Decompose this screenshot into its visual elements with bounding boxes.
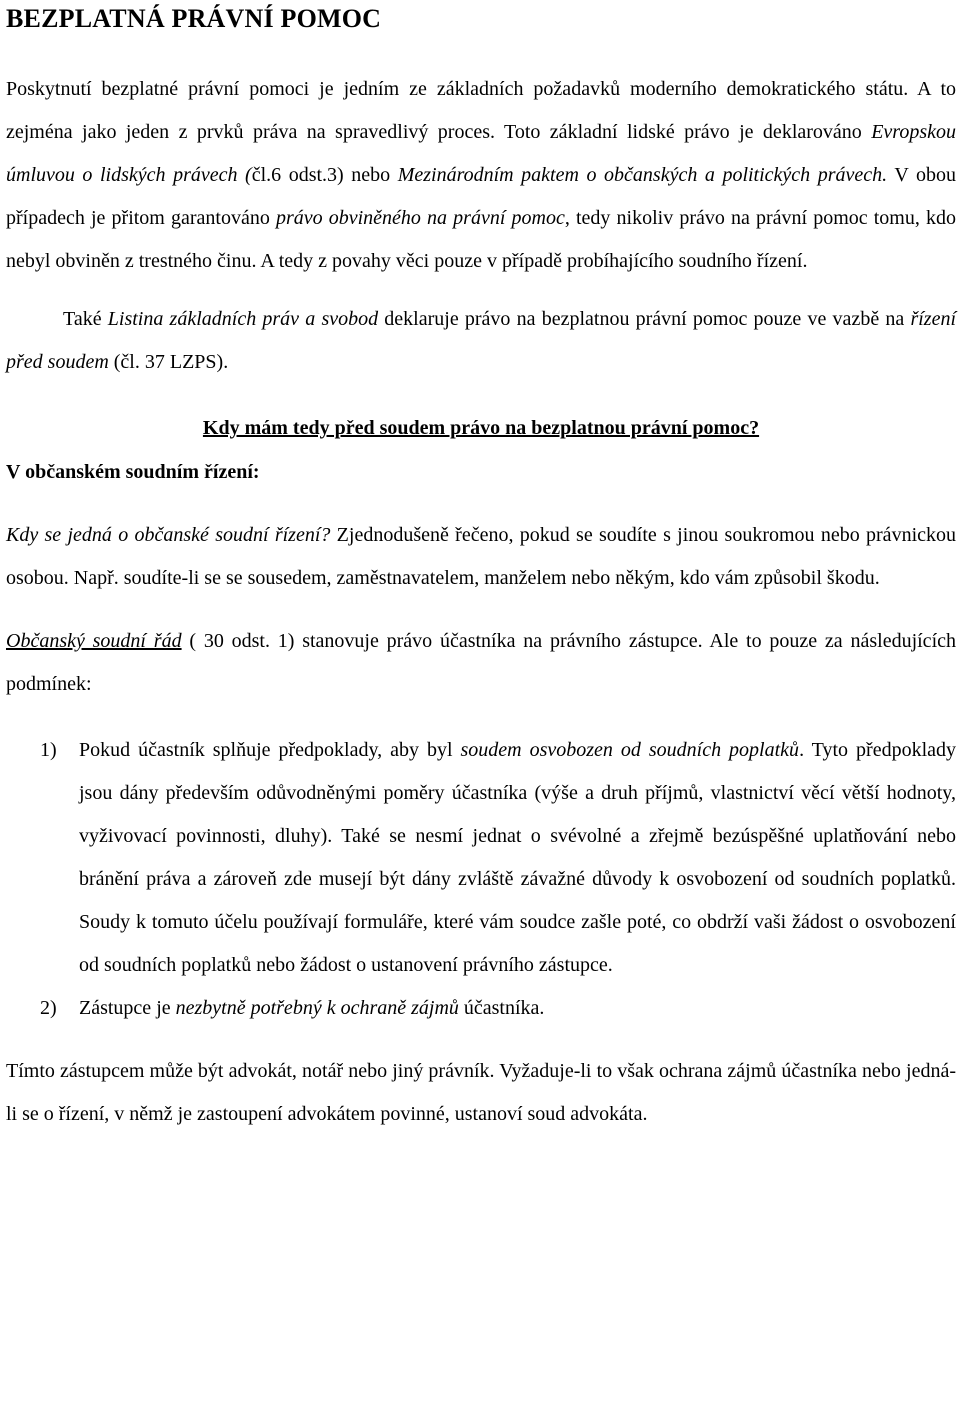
text-run: . Tyto předpoklady jsou dány především odůvodněnými poměry účastníka (výše a druh příjmů, vlastnictví věcí větší hodnoty, vyživovací povinnosti, dluhy). Také se nesmí jednat o svévolné a zřejmě bezúspěšné uplatňování nebo bránění práva a zároveň zde musejí být dány zvláště závažné důvody k osvobození od soudních poplatků. Soudy k tomuto účelu používají formuláře, které vám soudce zašle poté, co obdrží vaši žádost o osvobození od soudních poplatků nebo žádost o ustanovení právního zástupce. <box>79 739 956 976</box>
list-item <box>6 987 956 1030</box>
list-number: 2) <box>40 997 57 1019</box>
text-run: Zástupce je <box>79 997 176 1019</box>
text-run: (čl. 37 LZPS). <box>108 351 229 373</box>
italic-run: nezbytně potřebný k ochraně zájmů <box>175 997 459 1019</box>
italic-run: řízení před soudem <box>6 308 957 373</box>
civil-proceedings-paragraph <box>6 514 956 600</box>
italic-run: soudem osvobozen od soudních poplatků <box>460 739 800 761</box>
text-run: , tedy nikoliv právo na právní pomoc tomu, kdo nebyl obviněn z trestného činu. A tedy z povahy věci pouze v případě probíhajícího soudního řízení. <box>6 207 956 272</box>
list-item <box>6 729 956 987</box>
conditions-list <box>6 729 956 1030</box>
italic-run: Kdy se jedná o občanské soudní řízení? <box>6 524 331 546</box>
page-title: BEZPLATNÁ PRÁVNÍ POMOC <box>6 4 382 33</box>
intro-paragraph <box>6 68 956 283</box>
charter-paragraph <box>6 298 956 384</box>
italic-run: Občanský soudní řád <box>6 630 182 652</box>
italic-run: právo obviněného na právní pomoc <box>275 207 565 229</box>
text-run: Zjednodušeně řečeno, pokud se soudíte s jinou soukromou nebo právnickou osobou. Např. soudíte-li se se sousedem, zaměstnavatelem, manželem nebo někým, kdo vám způsobil škodu. <box>6 524 956 589</box>
text-run: deklaruje právo na bezplatnou právní pomoc pouze ve vazbě na <box>378 308 911 330</box>
text-run: čl.6 odst.3) nebo <box>251 164 398 186</box>
text-run: Pokud účastník splňuje předpoklady, aby byl <box>79 739 461 761</box>
text-run: V obou případech je přitom garantováno <box>6 164 956 229</box>
italic-run: Listina základních práv a svobod <box>107 308 379 330</box>
question-heading: Kdy mám tedy před soudem právo na bezplatnou právní pomoc? <box>202 417 760 439</box>
italic-run: Evropskou úmluvou o lidských právech ( <box>6 121 956 186</box>
text-run: Poskytnutí bezplatné právní pomoci je jedním ze základních požadavků moderního demokratického státu. A to zejména jako jeden z prvků práva na spravedlivý proces. Toto základní lidské právo je deklarováno <box>6 78 956 143</box>
representative-paragraph: Tímto zástupcem může být advokát, notář nebo jiný právník. Vyžaduje-li to však ochrana zájmů účastníka nebo jedná-li se o řízení, v němž je zastoupení advokátem povinné, ustanoví soud advokáta. <box>6 1060 956 1125</box>
text-run: ( 30 odst. 1) stanovuje právo účastníka na právního zástupce. Ale to pouze za následujících podmínek: <box>6 630 956 695</box>
procedure-code-paragraph <box>6 620 956 706</box>
text-run: účastníka. <box>458 997 545 1019</box>
text-run: Také <box>63 308 108 330</box>
italic-run: Mezinárodním paktem o občanských a politických právech. <box>397 164 888 186</box>
list-number: 1) <box>40 739 57 761</box>
civil-proceedings-heading: V občanském soudním řízení: <box>6 461 260 483</box>
